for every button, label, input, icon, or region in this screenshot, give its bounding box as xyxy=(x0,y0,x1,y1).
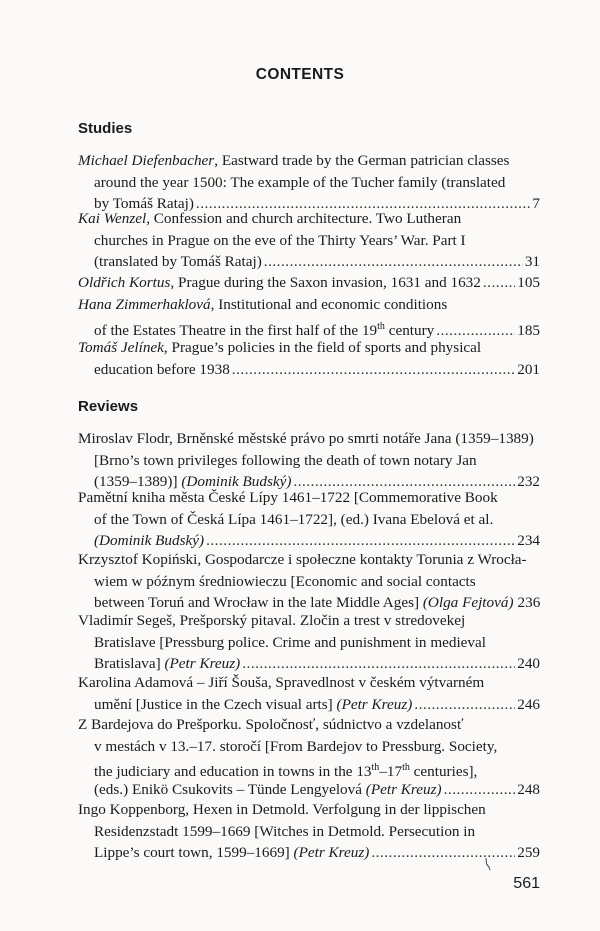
reviewer: (Dominik Budský) xyxy=(94,532,205,549)
reviewer: (Dominik Budský) xyxy=(181,473,292,490)
toc-entry-seges[interactable]: Vladimír Segeš, Prešporský pitaval. Zločin a trest v stredovekej Bratislave [Pressburg police. Crime and punishment in medieval Bratislava] (Petr Kreuz) ..... 240 xyxy=(78,610,540,675)
author: Kai Wenzel xyxy=(78,210,147,227)
section-heading-reviews: Reviews xyxy=(78,398,139,415)
section-heading-studies: Studies xyxy=(78,120,133,137)
reviewer: (Petr Kreuz) xyxy=(293,844,370,861)
page-ref: 248 xyxy=(517,780,540,798)
toc-entry-bardejov[interactable]: Z Bardejova do Prešporku. Spoločnosť, súdnictvo a vzdelanosť v mestách v 13.–17. storočí [From Bardejov to Pressburg. Society, the judiciary and education in towns in the 13th–17th centuries], (eds.) Enikö Csukovits – Tünde Lengyelová (Petr Kreuz) ..... 248 xyxy=(78,714,540,800)
toc-entry-kopinski[interactable]: Krzysztof Kopiński, Gospodarcze i społeczne kontakty Torunia z Wrocła- wiem w późnym średniowieczu [Economic and social contacts between Toruń and Wrocław in the late Middle Ages] (Olga Fejtová) 236 xyxy=(78,549,540,614)
author: Michael Diefenbacher xyxy=(78,152,215,169)
page-ref: 31 xyxy=(524,253,540,270)
toc-entry-koppenborg[interactable]: Ingo Koppenborg, Hexen in Detmold. Verfolgung in der lippischen Residenzstadt 1599–1669 [Witches in Detmold. Persecution in Lippe’s court town, 1599–1669] (Petr Kreuz) ..... 259 xyxy=(78,799,540,864)
toc-entry-flodr[interactable]: Miroslav Flodr, Brněnské městské právo po smrti notáře Jana (1359–1389) [Brno’s town privileges following the death of town notary Jan (1359–1389)] (Dominik Budský) ..... 232 xyxy=(78,428,540,493)
page-ref: 185 xyxy=(517,321,540,339)
page-ref: 240 xyxy=(517,655,540,672)
dot-leader xyxy=(371,842,515,864)
toc-entry-jelinek[interactable]: Tomáš Jelínek, Prague’s policies in the field of sports and physical education before 1938 ..... 201 xyxy=(78,337,540,380)
page-ref: 246 xyxy=(517,695,540,713)
page-ref: 232 xyxy=(517,473,540,490)
dot-leader xyxy=(264,251,523,273)
toc-entry-wenzel[interactable]: Kai Wenzel, Confession and church architecture. Two Lutheran churches in Prague on the eve of the Thirty Years’ War. Part I (translated by Tomáš Rataj) ..... 31 xyxy=(78,208,540,273)
toc-entry-adamova-sousa[interactable]: Karolina Adamová – Jiří Šouša, Spravedlnost v českém výtvarném umění [Justice in the Czech visual arts] (Petr Kreuz) ..... 246 xyxy=(78,672,540,715)
toc-entry-diefenbacher[interactable]: Michael Diefenbacher, Eastward trade by the German patrician classes around the year 1500: The example of the Tucher family (translated by Tomáš Rataj) ..... 7 xyxy=(78,150,540,215)
author: Hana Zimmerhaklová xyxy=(78,296,211,313)
page-title: CONTENTS xyxy=(255,66,345,83)
page-ref: 105 xyxy=(517,274,540,291)
toc-entry-kortus[interactable]: Oldřich Kortus, Prague during the Saxon invasion, 1631 and 1632 ..... 105 xyxy=(78,272,540,294)
reviewer: (Olga Fejtová) xyxy=(422,594,514,611)
dot-leader xyxy=(483,272,515,294)
page-ref: 201 xyxy=(517,360,540,378)
author: Oldřich Kortus xyxy=(78,274,171,291)
page-ref: 234 xyxy=(517,532,540,549)
toc-entry-ceska-lipa[interactable]: Pamětní kniha města České Lípy 1461–1722 [Commemorative Book of the Town of Česká Lípa 1461–1722], (ed.) Ivana Ebelová et al. (Dominik Budský) ..... 234 xyxy=(78,487,540,552)
page-ref: 236 xyxy=(517,594,541,611)
toc-entry-zimmerhaklova[interactable]: Hana Zimmerhaklová, Institutional and economic conditions of the Estates Theatre in the first half of the 19th century ..... 185 xyxy=(78,294,540,337)
author: Tomáš Jelínek xyxy=(78,339,164,356)
ink-mark-icon xyxy=(485,858,491,870)
dot-leader xyxy=(414,694,515,716)
dot-leader xyxy=(444,779,516,801)
reviewer: (Petr Kreuz) xyxy=(336,695,413,713)
reviewer: (Petr Kreuz) xyxy=(365,780,442,798)
page-ref: 259 xyxy=(517,844,540,861)
dot-leader xyxy=(232,359,515,381)
reviewer: (Petr Kreuz) xyxy=(164,655,241,672)
page-ref: 7 xyxy=(532,195,540,212)
page-number: 561 xyxy=(513,875,540,892)
